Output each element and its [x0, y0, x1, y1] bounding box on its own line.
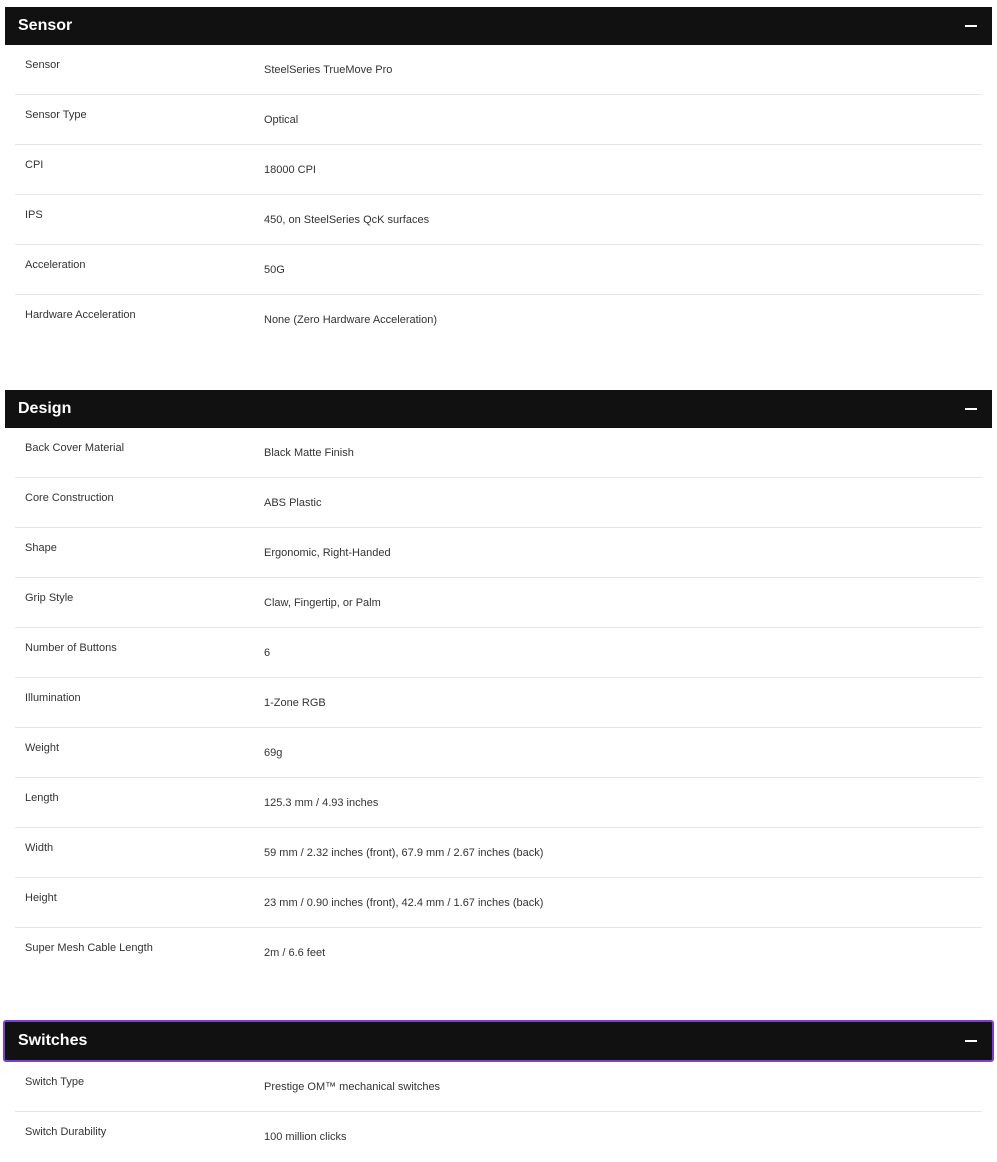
spec-value: 50G — [264, 264, 285, 276]
section-switches — [5, 1022, 992, 1162]
spec-label: Width — [25, 842, 54, 854]
section-title: Design — [18, 400, 72, 417]
spec-row — [15, 828, 982, 878]
spec-label: Length — [25, 792, 59, 804]
spec-value: Claw, Fingertip, or Palm — [264, 597, 381, 609]
spec-value: 18000 CPI — [264, 164, 316, 176]
section-header-design[interactable] — [5, 390, 992, 428]
section-header-switches[interactable] — [3, 1020, 994, 1062]
spec-row — [15, 528, 982, 578]
spec-value: None (Zero Hardware Acceleration) — [264, 314, 438, 326]
spec-label: Grip Style — [25, 592, 74, 604]
spec-value: SteelSeries TrueMove Pro — [264, 64, 393, 76]
spec-value: Prestige OM™ mechanical switches — [264, 1081, 441, 1093]
section-header-sensor[interactable] — [5, 7, 992, 45]
spec-table — [15, 45, 982, 345]
spec-value: 125.3 mm / 4.93 inches — [264, 797, 379, 809]
spec-value: Optical — [264, 114, 299, 126]
spec-value: ABS Plastic — [264, 497, 322, 509]
collapse-icon[interactable] — [965, 25, 977, 27]
section-design — [5, 390, 992, 978]
spec-label: Sensor — [25, 59, 60, 71]
spec-label: Sensor Type — [25, 109, 87, 121]
spec-label: Core Construction — [25, 492, 114, 504]
spec-label: IPS — [25, 209, 43, 221]
spec-label: Hardware Acceleration — [25, 309, 136, 321]
spec-value: 6 — [264, 647, 271, 659]
spec-row — [15, 95, 982, 145]
spec-label: Acceleration — [25, 259, 86, 271]
spec-label: Number of Buttons — [25, 642, 117, 654]
spec-value: Ergonomic, Right-Handed — [264, 547, 391, 559]
spec-value: 59 mm / 2.32 inches (front), 67.9 mm / 2.67 inches (back) — [264, 847, 544, 859]
spec-row — [15, 728, 982, 778]
spec-row — [15, 145, 982, 195]
spec-value: 1-Zone RGB — [264, 697, 326, 709]
section-title: Switches — [18, 1032, 88, 1049]
spec-row — [15, 45, 982, 95]
spec-label: Switch Type — [25, 1076, 85, 1088]
spec-row — [15, 428, 982, 478]
spec-row — [15, 295, 982, 345]
spec-label: Back Cover Material — [25, 442, 125, 454]
spec-table — [15, 1062, 982, 1162]
spec-row — [15, 478, 982, 528]
spec-label: CPI — [25, 159, 44, 171]
spec-value: 69g — [264, 747, 283, 759]
spec-value: Black Matte Finish — [264, 447, 354, 459]
spec-row — [15, 1112, 982, 1162]
spec-row — [15, 928, 982, 978]
section-sensor — [5, 7, 992, 345]
spec-row — [15, 245, 982, 295]
spec-label: Switch Durability — [25, 1126, 107, 1138]
spec-value: 450, on SteelSeries QcK surfaces — [264, 214, 430, 226]
spec-label: Super Mesh Cable Length — [25, 942, 153, 954]
spec-row — [15, 628, 982, 678]
spec-row — [15, 578, 982, 628]
spec-value: 2m / 6.6 feet — [264, 947, 326, 959]
spec-value: 23 mm / 0.90 inches (front), 42.4 mm / 1.67 inches (back) — [264, 897, 544, 909]
spec-row — [15, 778, 982, 828]
spec-label: Weight — [25, 742, 60, 754]
spec-value: 100 million clicks — [264, 1131, 347, 1143]
collapse-icon[interactable] — [965, 1040, 977, 1042]
spec-row — [15, 1062, 982, 1112]
spec-label: Height — [25, 892, 57, 904]
spec-row — [15, 878, 982, 928]
spec-table — [15, 428, 982, 978]
section-title: Sensor — [18, 17, 73, 34]
collapse-icon[interactable] — [965, 408, 977, 410]
spec-row — [15, 195, 982, 245]
spec-label: Illumination — [25, 692, 81, 704]
spec-row — [15, 678, 982, 728]
spec-label: Shape — [25, 542, 57, 554]
